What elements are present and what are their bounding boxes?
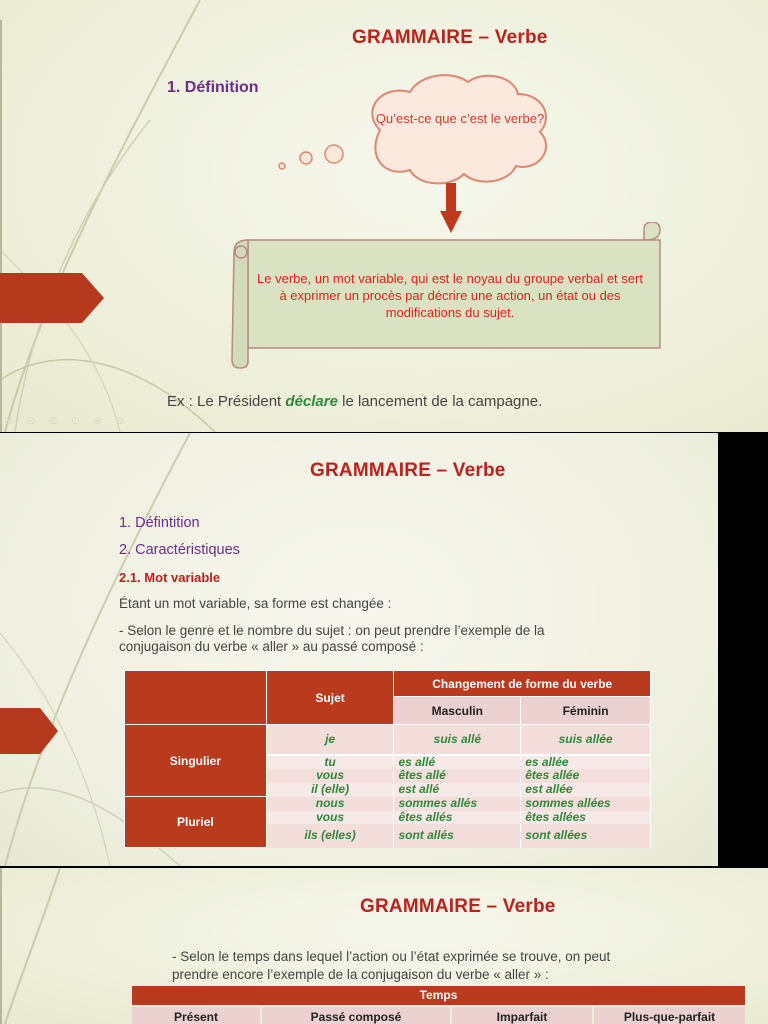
table-cell-fem: sommes allées bbox=[521, 797, 651, 811]
side-black-bar bbox=[718, 433, 768, 866]
table-cell-masc: êtes allés bbox=[394, 811, 521, 824]
slide-controls[interactable]: ⊙ ⊙ ⊘ ⊙ ⊛ ⊖ bbox=[4, 415, 130, 427]
table-cell-sujet: ils (elles) bbox=[266, 824, 394, 848]
example-verb: déclare bbox=[285, 393, 338, 410]
table-cell-masc: es allé bbox=[394, 755, 521, 769]
verb-definition-text: Le verbe, un mot variable, qui est le noyau du groupe verbal et sert à exprimer un procès par décrire une action, un état ou des modifications du sujet. bbox=[257, 271, 643, 320]
table-cell-sujet: il (elle) bbox=[266, 783, 394, 797]
header-plus-que-parfait: Plus-que-parfait bbox=[594, 1007, 745, 1024]
table-cell-fem: sont allées bbox=[521, 824, 651, 848]
slide-arrow-tab bbox=[0, 273, 106, 323]
row-group-pluriel: Pluriel bbox=[125, 797, 267, 848]
example-sentence: Ex : Le Président déclare le lancement de la campagne. bbox=[167, 393, 543, 410]
decorative-grass-lines bbox=[0, 0, 220, 432]
table-cell-sujet: vous bbox=[266, 811, 394, 824]
slide-title: GRAMMAIRE – Verbe bbox=[310, 460, 506, 481]
conjugation-table bbox=[124, 670, 651, 848]
header-present: Présent bbox=[132, 1007, 260, 1024]
header-imparfait: Imparfait bbox=[452, 1007, 592, 1024]
cloud-question: Qu’est-ce que c’est le verbe? bbox=[375, 111, 545, 126]
header-temps: Temps bbox=[132, 986, 745, 1005]
outline-item-definition: 1. Défintition bbox=[119, 515, 200, 531]
row-group-singulier: Singulier bbox=[125, 725, 267, 797]
subsection-heading: 2.1. Mot variable bbox=[119, 570, 221, 585]
tense-intro-text: - Selon le temps dans lequel l’action ou l’état exprimée se trouve, on peut prendre encore l’exemple de la conjugaison du verbe « aller » : bbox=[172, 949, 611, 982]
table-cell-fem: est allée bbox=[521, 783, 651, 797]
slide-arrow-tab bbox=[0, 708, 60, 754]
header-passe-compose: Passé composé bbox=[262, 1007, 450, 1024]
table-cell-masc: êtes allé bbox=[394, 769, 521, 783]
outline-item-characteristics: 2. Caractéristiques bbox=[119, 542, 240, 558]
table-cell-fem: êtes allées bbox=[521, 811, 651, 824]
bullet-line-1: - Selon le genre et le nombre du sujet : on peut prendre l’exemple de la bbox=[119, 623, 545, 638]
table-cell-sujet: vous bbox=[266, 769, 394, 783]
slide-title: GRAMMAIRE – Verbe bbox=[360, 896, 556, 917]
section-heading: 1. Définition bbox=[167, 79, 259, 96]
table-cell-sujet: tu bbox=[266, 755, 394, 769]
table-cell-fem: es allée bbox=[521, 755, 651, 769]
slide-3 bbox=[0, 868, 768, 1024]
bullet-line-2: conjugaison du verbe « aller » au passé composé : bbox=[119, 639, 424, 654]
header-change: Changement de forme du verbe bbox=[394, 671, 651, 697]
intro-text: Étant un mot variable, sa forme est changée : bbox=[119, 596, 392, 611]
table-cell-fem: êtes allée bbox=[521, 769, 651, 783]
table-cell-masc: suis allé bbox=[394, 725, 521, 755]
slide-2 bbox=[0, 433, 718, 866]
header-sujet: Sujet bbox=[266, 671, 394, 725]
thought-cloud bbox=[270, 70, 570, 190]
table-cell-masc: sommes allés bbox=[394, 797, 521, 811]
header-empty bbox=[125, 671, 267, 725]
slide-1 bbox=[0, 0, 768, 432]
table-cell-masc: sont allés bbox=[394, 824, 521, 848]
slide-title: GRAMMAIRE – Verbe bbox=[352, 27, 548, 48]
header-masculin: Masculin bbox=[394, 697, 521, 725]
table-cell-masc: est allé bbox=[394, 783, 521, 797]
header-feminin: Féminin bbox=[521, 697, 651, 725]
table-cell-sujet: nous bbox=[266, 797, 394, 811]
table-cell-sujet: je bbox=[266, 725, 394, 755]
table-cell-fem: suis allée bbox=[521, 725, 651, 755]
